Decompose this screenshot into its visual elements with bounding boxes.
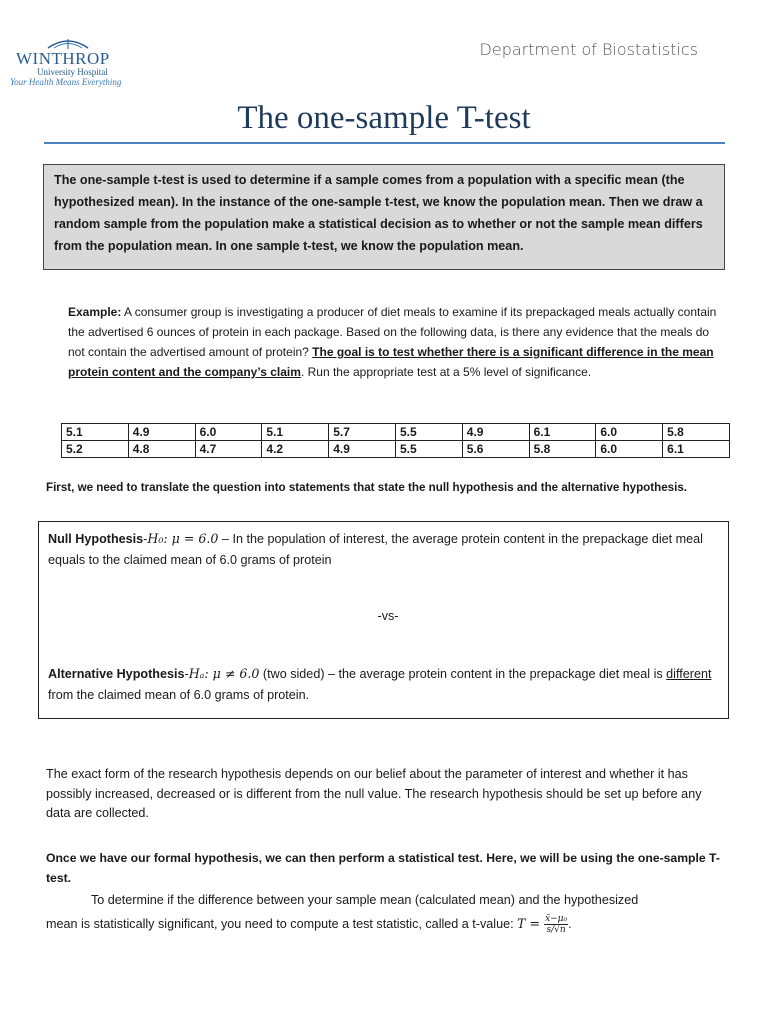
table-cell: 5.8 bbox=[529, 441, 596, 458]
table-cell: 5.8 bbox=[663, 424, 730, 441]
alt-hypothesis-underlined: different bbox=[666, 667, 712, 681]
table-cell: 6.1 bbox=[663, 441, 730, 458]
intro-text: The one-sample t-test is used to determine if a sample comes from a population with a specific mean (the hypothesized mean). In the instance of the one-sample t-test, we know the population mean. Then we draw a random sample from the population make a statistical decision as to whether or not the sample mean differs from the population mean. In one sample t-test, we know the population mean. bbox=[54, 173, 703, 253]
table-cell: 5.5 bbox=[395, 424, 462, 441]
table-row bbox=[62, 424, 730, 441]
t-formula-end: . bbox=[568, 917, 572, 931]
example-text: A consumer group is investigating a producer of diet meals to examine if its prepackaged meals actually contain the advertised 6 ounces of protein in each package. Based on the following data, is there any evidence that the meals do not contain the advertised amount of protein? bbox=[68, 305, 717, 359]
t-formula-numerator: x̄−μ₀ bbox=[545, 914, 568, 925]
example-paragraph bbox=[68, 302, 724, 382]
department-name: Department of Biostatistics bbox=[479, 40, 698, 59]
example-label: Example: bbox=[68, 305, 122, 319]
table-cell: 4.7 bbox=[195, 441, 262, 458]
table-cell: 6.0 bbox=[596, 424, 663, 441]
t-formula-denominator: s/√n bbox=[546, 925, 566, 936]
t-value-line-2-text: mean is statistically significant, you need to compute a test statistic, called a t-value: bbox=[46, 917, 518, 931]
table-cell: 5.6 bbox=[462, 441, 529, 458]
table-cell: 5.1 bbox=[262, 424, 329, 441]
hospital-logo bbox=[10, 38, 128, 88]
statistical-test-paragraph: Once we have our formal hypothesis, we can then perform a statistical test. Here, we will be using the one-sample T-test. bbox=[46, 851, 720, 885]
table-row bbox=[62, 441, 730, 458]
table-cell: 4.9 bbox=[462, 424, 529, 441]
table-cell: 5.1 bbox=[62, 424, 129, 441]
null-hypothesis-text: – In the population of interest, the average protein content in the prepackage diet meal equals to the claimed mean of 6.0 grams of protein bbox=[48, 532, 703, 567]
logo-tagline: Your Health Means Everything bbox=[10, 77, 122, 87]
alt-hypothesis-tail: from the claimed mean of 6.0 grams of protein. bbox=[48, 688, 310, 702]
table-cell: 6.1 bbox=[529, 424, 596, 441]
example-tail: . Run the appropriate test at a 5% level of significance. bbox=[300, 365, 592, 379]
t-value-line-2 bbox=[46, 912, 726, 936]
hypotheses-box bbox=[38, 521, 729, 719]
alt-hypothesis-formula: Hₐ: μ ≠ 6.0 bbox=[188, 666, 260, 681]
alt-hypothesis-text: (two sided) – the average protein content in the prepackage diet meal is bbox=[259, 667, 667, 681]
example-goal: The goal is to test whether there is a significant difference in the mean protein content and the company’s claim bbox=[68, 345, 714, 379]
research-hypothesis-paragraph: The exact form of the research hypothesis depends on our belief about the parameter of interest and whether it has possibly increased, decreased or is different from the null value. The research hypothesis should be set up before any data are collected. bbox=[46, 767, 702, 820]
alternative-hypothesis: Alternative Hypothesis-Hₐ: μ ≠ 6.0 (two sided) – the average protein content in the prepackage diet meal is different from the claimed mean of 6.0 grams of protein. bbox=[48, 666, 712, 702]
intro-box bbox=[43, 164, 725, 270]
table-cell: 4.8 bbox=[128, 441, 195, 458]
table-cell: 4.2 bbox=[262, 441, 329, 458]
t-value-line-1: To determine if the difference between your sample mean (calculated mean) and the hypothesized bbox=[91, 893, 639, 907]
table-cell: 6.0 bbox=[596, 441, 663, 458]
null-hypothesis-label: Null Hypothesis bbox=[48, 532, 144, 546]
table-cell: 4.9 bbox=[128, 424, 195, 441]
data-table bbox=[61, 423, 730, 458]
versus-separator: -vs- bbox=[377, 609, 399, 623]
first-step-text: First, we need to translate the question into statements that state the null hypothesis and the alternative hypothesis. bbox=[46, 481, 687, 494]
null-hypothesis: Null Hypothesis-H₀: μ = 6.0 – In the population of interest, the average protein content in the prepackage diet meal equals to the claimed mean of 6.0 grams of protein bbox=[48, 531, 703, 567]
page-title: The one-sample T-test bbox=[237, 100, 531, 136]
t-value-paragraph bbox=[46, 888, 726, 936]
logo-subtitle: University Hospital bbox=[37, 67, 108, 77]
table-cell: 4.9 bbox=[329, 441, 396, 458]
null-hypothesis-formula: H₀: μ = 6.0 bbox=[147, 531, 219, 546]
title-rule bbox=[44, 142, 725, 144]
alt-hypothesis-label: Alternative Hypothesis bbox=[48, 667, 185, 681]
table-cell: 5.7 bbox=[329, 424, 396, 441]
table-cell: 6.0 bbox=[195, 424, 262, 441]
logo-name: WINTHROP bbox=[16, 49, 110, 68]
t-formula-fraction bbox=[544, 914, 568, 935]
table-cell: 5.2 bbox=[62, 441, 129, 458]
t-formula-lhs: T = bbox=[517, 916, 545, 931]
table-cell: 5.5 bbox=[395, 441, 462, 458]
